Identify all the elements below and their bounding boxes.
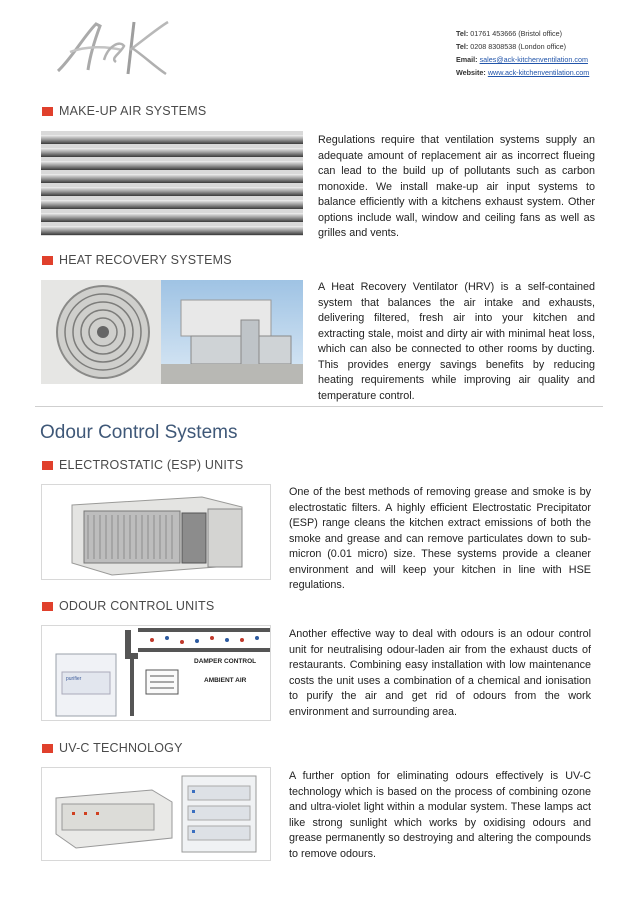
email-label: Email: [456, 55, 478, 64]
section-heading-text: ELECTROSTATIC (ESP) UNITS [59, 458, 244, 472]
damper-control-label: DAMPER CONTROL [194, 658, 257, 665]
section-heading-makeup [42, 104, 206, 118]
company-logo [50, 16, 175, 78]
ambient-air-label: AMBIENT AIR [204, 677, 247, 684]
contact-block [456, 27, 589, 79]
makeup-air-vent-image [41, 131, 303, 236]
section-divider [35, 406, 603, 407]
page-title: Odour Control Systems [40, 422, 238, 443]
section-heading-esp [42, 458, 243, 472]
makeup-paragraph: Regulations require that ventilation systems supply an adequate amount of replacement air as incorrect flueing can lead to the build up of pollutants such as carbon monoxide. We install make-up air input systems to balance efficiently with a kitchens exhaust system. Other options include wall, window and ceiling fans as well as grilles and vents. [318, 134, 595, 239]
section-heading-text: UV-C TECHNOLOGY [59, 741, 183, 755]
tel-label: Tel: [456, 42, 469, 51]
svg-text:purifier: purifier [66, 676, 82, 682]
accent-square [42, 602, 53, 611]
email-link[interactable]: sales@ack-kitchenventilation.com [479, 55, 588, 64]
accent-square [42, 744, 53, 753]
uvc-unit-image [41, 767, 271, 861]
section-heading-text: MAKE-UP AIR SYSTEMS [59, 104, 207, 118]
accent-square [42, 256, 53, 265]
website-link[interactable]: www.ack-kitchenventilation.com [487, 68, 590, 77]
tel-london: 0208 8308538 (London office) [470, 42, 567, 51]
heat-paragraph: A Heat Recovery Ventilator (HRV) is a self-contained system that balances the air intake and exhausts, delivering filtered, fresh air into your kitchen and extracting stale, moist and dirty air with minimal heat loss, which can also be connected to other rooms by ducting. This provides energy savings benefits by reducing heating requirements while improving air quality and temperature control. [318, 281, 595, 402]
accent-square [42, 107, 53, 116]
tel-bristol: 01761 453666 (Bristol office) [470, 29, 563, 38]
section-heading-uvc [42, 741, 183, 755]
section-heading-text: HEAT RECOVERY SYSTEMS [59, 253, 232, 267]
heat-recovery-unit-image [41, 280, 303, 384]
tel-label: Tel: [456, 29, 469, 38]
odour-control-diagram-image [41, 625, 271, 721]
esp-unit-image [41, 484, 271, 580]
website-label: Website: [456, 68, 486, 77]
uvc-paragraph: A further option for eliminating odours effectively is UV-C technology which is based on the process of combining ozone and ultra-violet light within a modular system. These lamps act like strong sunlight which works by oxidising odours and grease permanently so destroying and altering the compounds to remove odours. [289, 770, 591, 860]
section-heading-text: ODOUR CONTROL UNITS [59, 599, 215, 613]
section-heading-odour [42, 599, 214, 613]
esp-paragraph: One of the best methods of removing grease and smoke is by electrostatic filters. A highly efficient Electrostatic Precipitator (ESP) range cleans the kitchen extract emissions of both the smoke and grease and can remove particulates down to sub-micron (0.01 micro) size. These systems provide a cleaner environment and will keep your kitchen in line with HSE regulations. [289, 486, 591, 591]
odour-paragraph: Another effective way to deal with odours is an odour control unit for neutralising odour-laden air from the exhaust ducts of restaurants. Combining easy installation with low maintenance costs the unit uses a combination of a chemical and ionisation to purify the air and get rid of odours from the work environment and surrounding area. [289, 628, 591, 718]
section-heading-heat [42, 253, 232, 267]
accent-square [42, 461, 53, 470]
